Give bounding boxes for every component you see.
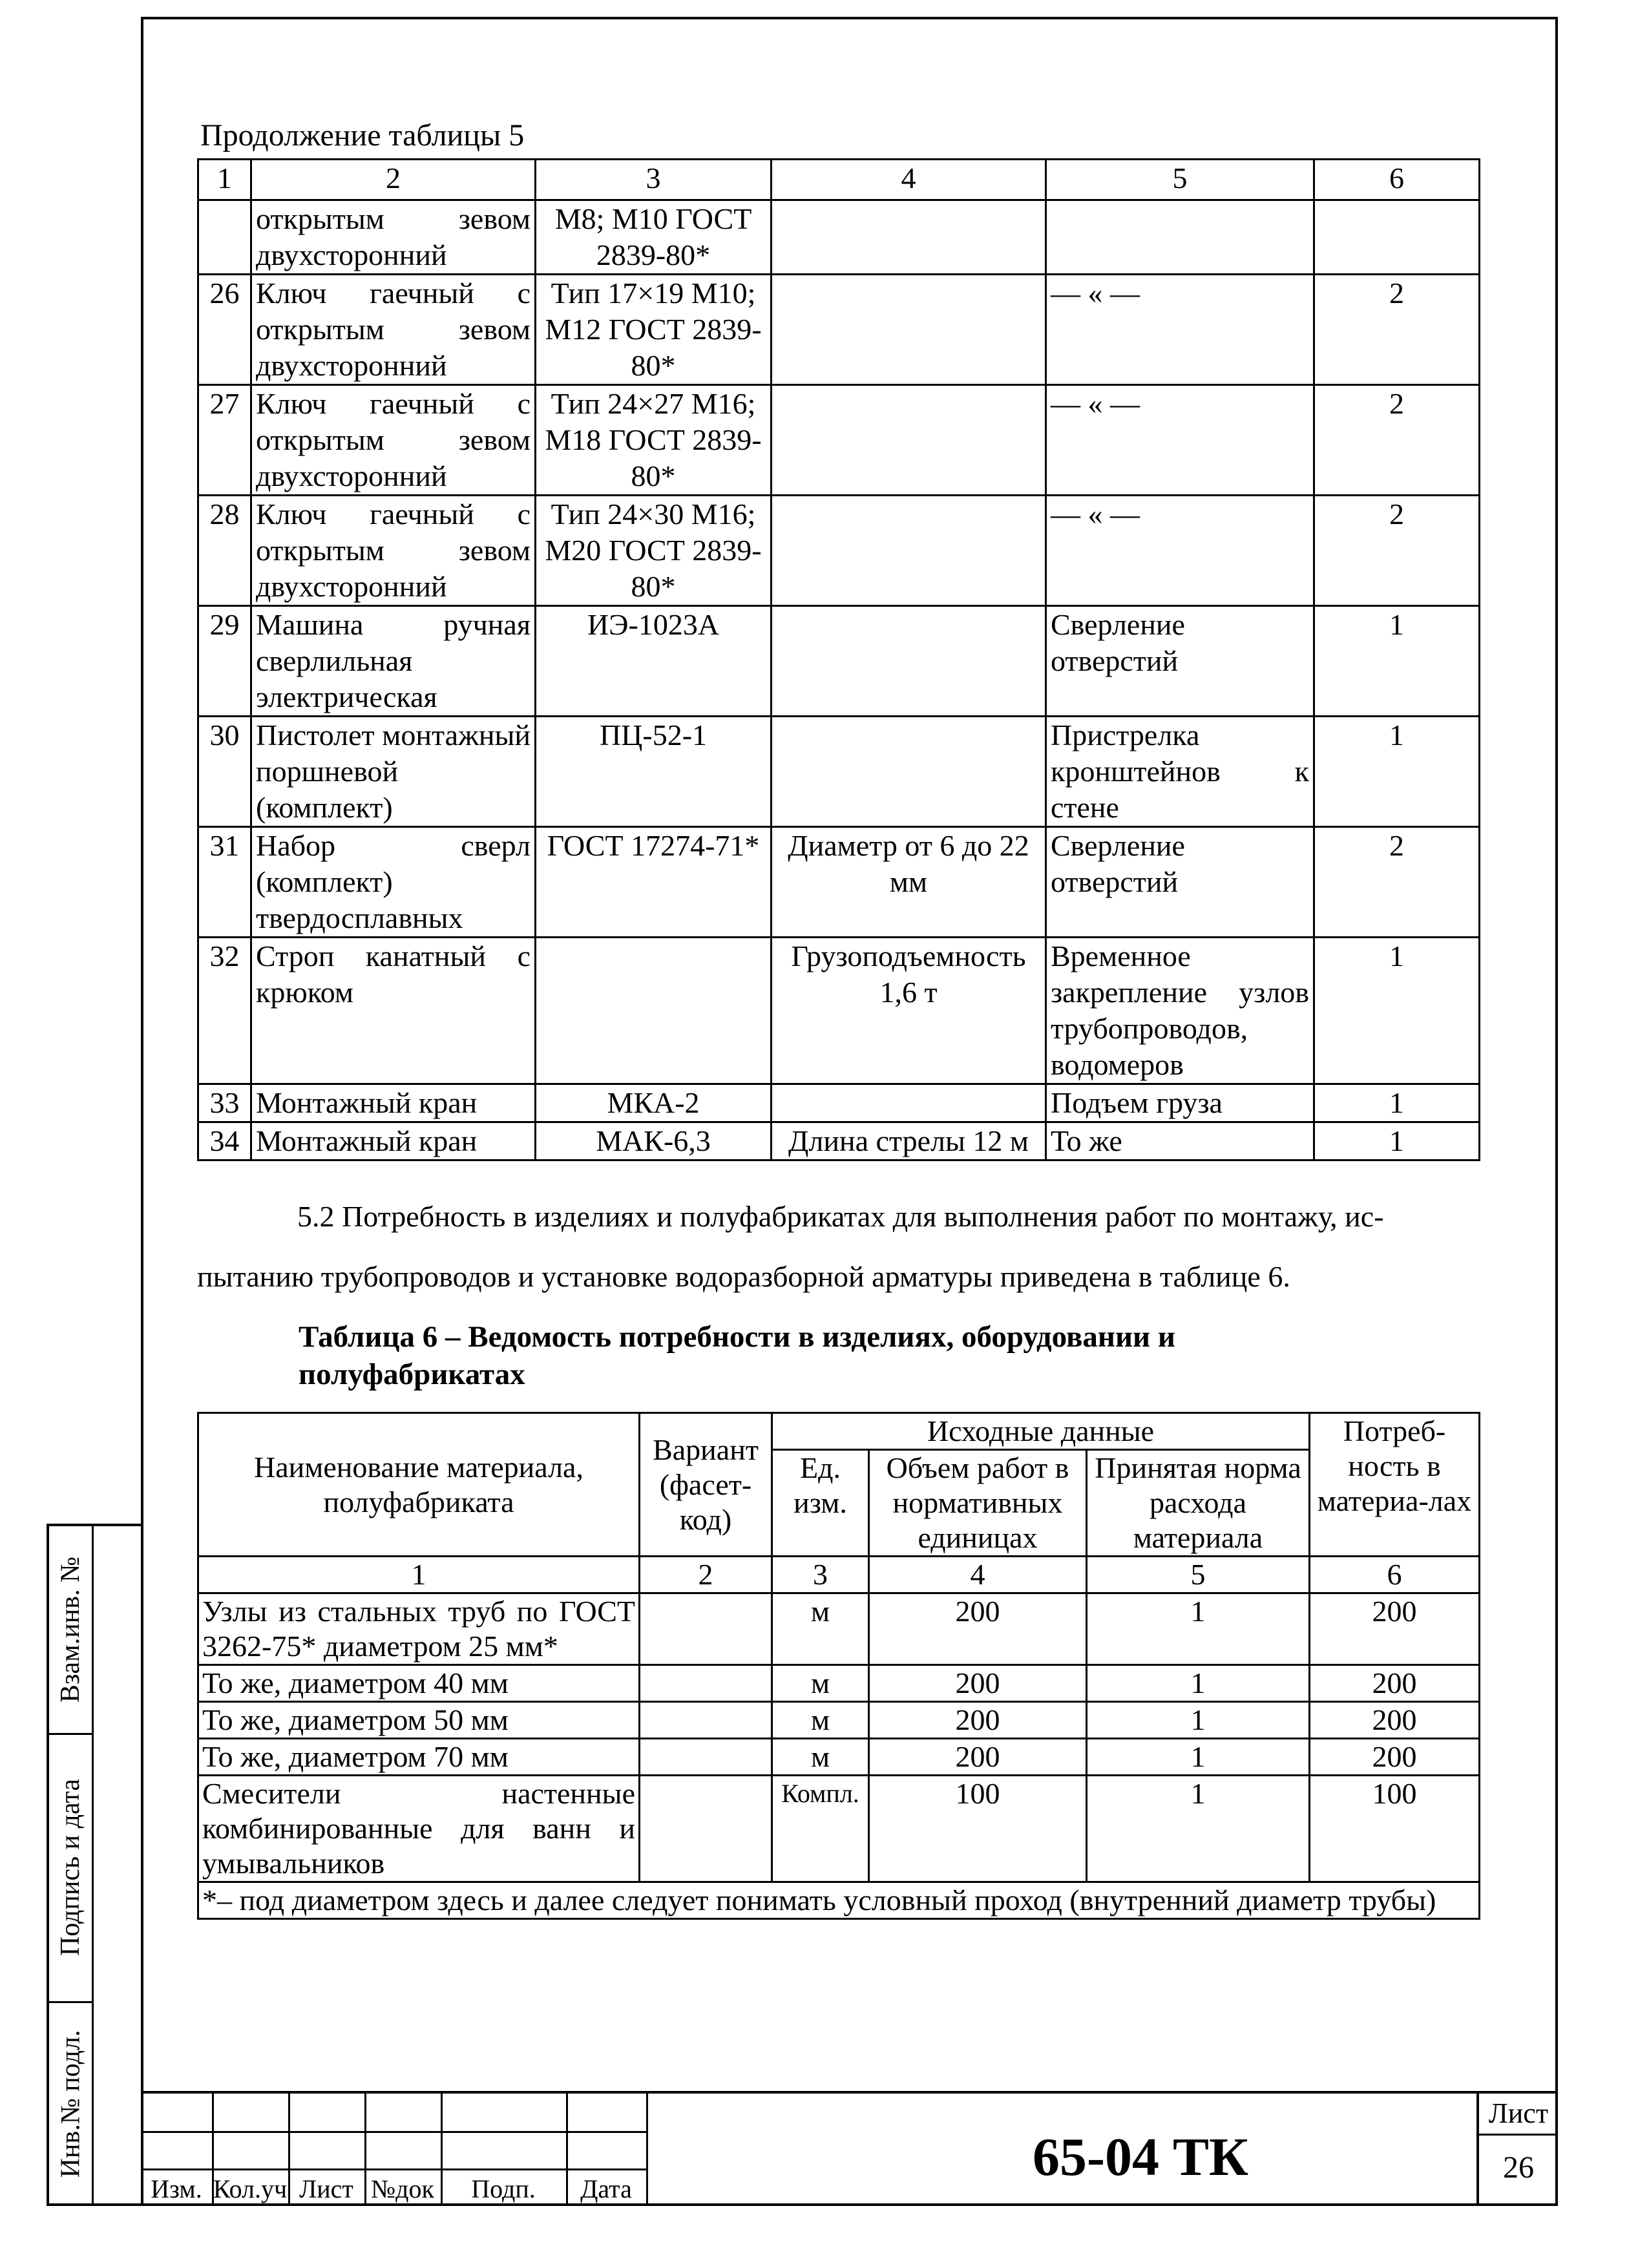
table6-col-number: 4 [869, 1557, 1087, 1593]
table5-cell-type: Тип 17×19 М10; М12 ГОСТ 2839-80* [536, 275, 772, 385]
table5-row [198, 385, 1480, 496]
table6-cell-need: 200 [1310, 1665, 1480, 1702]
table6-title: Таблица 6 – Ведомость потребности в изделиях, оборудовании и полуфабрикатах [299, 1320, 1175, 1391]
table6-cell-variant [640, 1776, 772, 1882]
table6-cell-variant [640, 1702, 772, 1739]
table5-row [198, 827, 1480, 938]
table5-cell-num: 31 [198, 827, 251, 938]
side-divider [92, 1526, 94, 2203]
table5-cell-num: 27 [198, 385, 251, 496]
table6-header-norm: Принятая норма расхода материала [1087, 1450, 1310, 1557]
table6-cell-unit: м [772, 1665, 869, 1702]
table6-cell-unit: м [772, 1593, 869, 1665]
table5-row [198, 1084, 1480, 1122]
table6-number-row [198, 1557, 1480, 1593]
table5-cell-qty [1314, 200, 1480, 275]
table5-cell-purpose: То же [1046, 1122, 1314, 1160]
table5-row [198, 200, 1480, 275]
table5 [197, 158, 1480, 1161]
table5-cell-name: Ключ гаечный с открытым зевом двухсторонний [251, 496, 536, 606]
table5-cell-num: 32 [198, 938, 251, 1084]
table5-cell-purpose: — « — [1046, 385, 1314, 496]
table5-cell-qty: 1 [1314, 717, 1480, 827]
table6-col-number: 6 [1310, 1557, 1480, 1593]
table5-cell-name: Монтажный кран [251, 1084, 536, 1122]
table6-cell-name: То же, диаметром 50 мм [198, 1702, 640, 1739]
sheet-number: 26 [1503, 2150, 1534, 2185]
table5-cell-purpose: Сверление отверстий [1046, 827, 1314, 938]
table6-cell-name: Узлы из стальных труб по ГОСТ 3262-75* диаметром 25 мм* [198, 1593, 640, 1665]
table6-cell-need: 100 [1310, 1776, 1480, 1882]
table5-cell-qty: 2 [1314, 275, 1480, 385]
title-block-label: Изм. [151, 2174, 202, 2203]
table6-cell-norm: 1 [1087, 1702, 1310, 1739]
table5-row [198, 275, 1480, 385]
table6-cell-norm: 1 [1087, 1776, 1310, 1882]
table5-cell-type: ПЦ-52-1 [536, 717, 772, 827]
table5-cell-spec: Грузоподъемность 1,6 т [772, 938, 1046, 1084]
table6-cell-need: 200 [1310, 1739, 1480, 1776]
table6-header-source: Исходные данные [772, 1413, 1310, 1450]
table6-col-number: 3 [772, 1557, 869, 1593]
table6-cell-norm: 1 [1087, 1739, 1310, 1776]
table5-cell-purpose: Временное закрепление узлов трубопроводов, водомеров [1046, 938, 1314, 1084]
document-code: 65-04 ТК [1033, 2127, 1248, 2187]
title-block-label: Лист [299, 2174, 353, 2203]
sheet-box [1476, 2094, 1558, 2206]
table5-header-row [198, 160, 1480, 200]
table5-cell-name: Машина ручная сверлильная электрическая [251, 606, 536, 717]
table5-cell-num [198, 200, 251, 275]
table6-header-volume: Объем работ в нормативных единицах [869, 1450, 1087, 1557]
table5-cell-spec [772, 385, 1046, 496]
table6-col-number: 2 [640, 1557, 772, 1593]
table5-cell-name: Набор сверл (комплект) твердосплавных [251, 827, 536, 938]
table5-cell-spec: Диаметр от 6 до 22 мм [772, 827, 1046, 938]
table5-caption: Продолжение таблицы 5 [200, 118, 525, 152]
table5-cell-spec: Длина стрелы 12 м [772, 1122, 1046, 1160]
table5-cell-num: 28 [198, 496, 251, 606]
title-block-label: Дата [580, 2174, 632, 2203]
side-field-label: Инв.№ подл. [56, 2030, 85, 2178]
table5-cell-purpose: Пристрелка кронштейнов к стене [1046, 717, 1314, 827]
table5-cell-type: МКА-2 [536, 1084, 772, 1122]
table6-cell-variant [640, 1665, 772, 1702]
table5-cell-type [536, 938, 772, 1084]
side-field-original-inv [50, 2001, 90, 2206]
table5-cell-purpose: — « — [1046, 275, 1314, 385]
table5-cell-spec [772, 200, 1046, 275]
table5-header-cell: 2 [251, 160, 536, 200]
table6-cell-name: То же, диаметром 40 мм [198, 1665, 640, 1702]
table6-cell-volume: 200 [869, 1593, 1087, 1665]
table5-header-cell: 4 [772, 160, 1046, 200]
table6-row [198, 1702, 1480, 1739]
table6-header-name: Наименование материала, полуфабриката [198, 1413, 640, 1557]
table5-row [198, 717, 1480, 827]
table5-cell-num: 30 [198, 717, 251, 827]
title-block [141, 2091, 1558, 2206]
side-field-label: Взам.инв. № [56, 1556, 85, 1703]
table5-cell-qty: 1 [1314, 1084, 1480, 1122]
table5-cell-type: Тип 24×27 М16; М18 ГОСТ 2839-80* [536, 385, 772, 496]
side-field-replace-inv [50, 1526, 90, 1733]
table5-cell-qty: 2 [1314, 385, 1480, 496]
table5-cell-name: открытым зевом двухсторонний [251, 200, 536, 275]
title-block-grid [141, 2094, 646, 2206]
table5-cell-num: 33 [198, 1084, 251, 1122]
table5-cell-qty: 2 [1314, 496, 1480, 606]
table5-row [198, 1122, 1480, 1160]
title-block-label: Кол.уч [213, 2174, 288, 2203]
table5-cell-qty: 1 [1314, 1122, 1480, 1160]
table5-cell-name: Строп канатный с крюком [251, 938, 536, 1084]
table6-cell-norm: 1 [1087, 1593, 1310, 1665]
table5-cell-purpose: Сверление отверстий [1046, 606, 1314, 717]
table5-cell-num: 29 [198, 606, 251, 717]
table6-cell-unit: Компл. [772, 1776, 869, 1882]
table5-cell-type: ИЭ-1023А [536, 606, 772, 717]
table6-cell-variant [640, 1739, 772, 1776]
side-stamp [47, 1524, 141, 2206]
table6-cell-volume: 200 [869, 1702, 1087, 1739]
table6-row [198, 1593, 1480, 1665]
table6-cell-volume: 100 [869, 1776, 1087, 1882]
table5-row [198, 496, 1480, 606]
table5-header-cell: 3 [536, 160, 772, 200]
side-field-label: Подпись и дата [56, 1778, 85, 1956]
table5-cell-num: 26 [198, 275, 251, 385]
table5-cell-purpose: Подъем груза [1046, 1084, 1314, 1122]
table5-cell-purpose: — « — [1046, 496, 1314, 606]
table6-header-unit: Ед. изм. [772, 1450, 869, 1557]
grid-line [141, 2168, 646, 2170]
table5-cell-name: Пистолет монтажный поршневой (комплект) [251, 717, 536, 827]
table5-cell-name: Монтажный кран [251, 1122, 536, 1160]
grid-line [141, 2131, 646, 2133]
table5-cell-type: МАК-6,3 [536, 1122, 772, 1160]
table5-cell-spec [772, 275, 1046, 385]
table5-row [198, 606, 1480, 717]
paragraph-line-1: 5.2 Потребность в изделиях и полуфабрикатах для выполнения работ по монтажу, ис- [297, 1200, 1384, 1233]
table5-header-cell: 6 [1314, 160, 1480, 200]
table6-cell-name: Смесители настенные комбинированные для ванн и умывальников [198, 1776, 640, 1882]
table5-cell-spec [772, 1084, 1046, 1122]
table5-cell-qty: 2 [1314, 827, 1480, 938]
table6-cell-volume: 200 [869, 1665, 1087, 1702]
table6-cell-name: То же, диаметром 70 мм [198, 1739, 640, 1776]
table6-footnote: *– под диаметром здесь и далее следует понимать условный проход (внутренний диаметр трубы) [198, 1882, 1480, 1919]
table5-cell-type: ГОСТ 17274-71* [536, 827, 772, 938]
grid-line [646, 2094, 648, 2206]
table5-cell-qty: 1 [1314, 606, 1480, 717]
table5-cell-type: М8; М10 ГОСТ 2839-80* [536, 200, 772, 275]
table5-cell-spec [772, 496, 1046, 606]
table5-header-cell: 5 [1046, 160, 1314, 200]
paragraph-line-2: пытанию трубопроводов и установке водоразборной арматуры приведена в таблице 6. [197, 1260, 1290, 1293]
table6-cell-variant [640, 1593, 772, 1665]
table5-cell-type: Тип 24×30 М16; М20 ГОСТ 2839-80* [536, 496, 772, 606]
table5-cell-spec [772, 717, 1046, 827]
table5-header-cell: 1 [198, 160, 251, 200]
table5-cell-name: Ключ гаечный с открытым зевом двухсторонний [251, 385, 536, 496]
table5-cell-purpose [1046, 200, 1314, 275]
table6-cell-need: 200 [1310, 1593, 1480, 1665]
table6-col-number: 1 [198, 1557, 640, 1593]
side-field-signature-date [50, 1733, 90, 2001]
sheet-label: Лист [1479, 2094, 1558, 2136]
table5-row [198, 938, 1480, 1084]
table5-cell-spec [772, 606, 1046, 717]
table6 [197, 1412, 1480, 1920]
table6-row [198, 1776, 1480, 1882]
table6-cell-unit: м [772, 1739, 869, 1776]
table6-row [198, 1739, 1480, 1776]
table6-cell-volume: 200 [869, 1739, 1087, 1776]
table5-cell-num: 34 [198, 1122, 251, 1160]
table6-cell-norm: 1 [1087, 1665, 1310, 1702]
title-block-label: №док [371, 2174, 434, 2203]
table6-cell-need: 200 [1310, 1702, 1480, 1739]
table6-header-need: Потреб-ность в материа-лах [1310, 1413, 1480, 1557]
table5-cell-name: Ключ гаечный с открытым зевом двухсторонний [251, 275, 536, 385]
table6-row [198, 1665, 1480, 1702]
table6-col-number: 5 [1087, 1557, 1310, 1593]
title-block-label: Подп. [471, 2174, 536, 2203]
table6-header-variant: Вариант (фасет-код) [640, 1413, 772, 1557]
table6-cell-unit: м [772, 1702, 869, 1739]
table5-cell-qty: 1 [1314, 938, 1480, 1084]
